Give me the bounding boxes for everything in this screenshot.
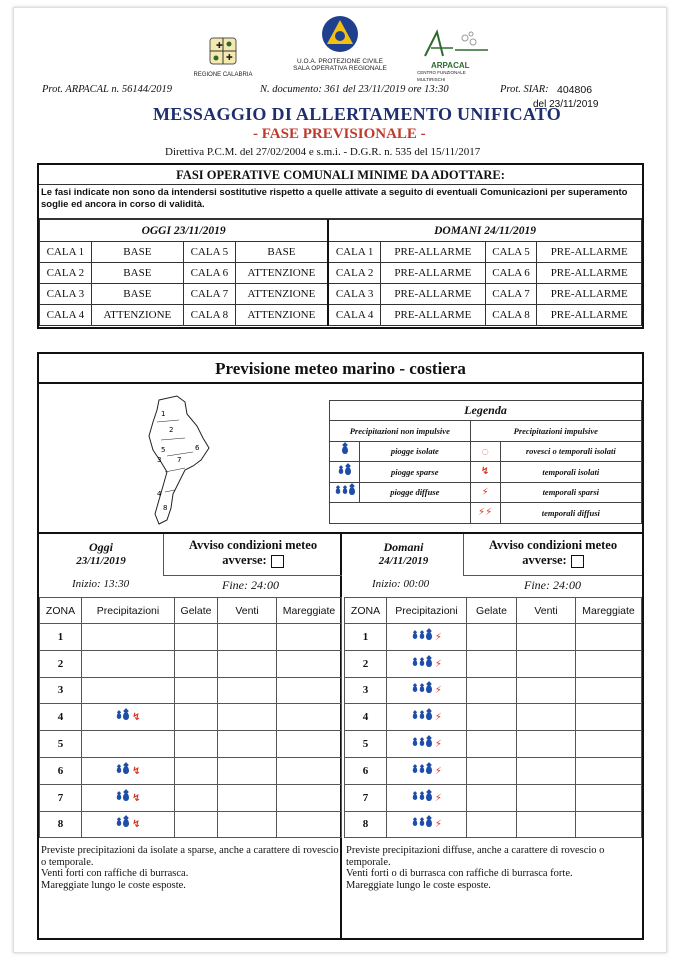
oggi-zone-row [40, 811, 342, 838]
domani-col-precipitazioni: Precipitazioni [387, 598, 467, 624]
legend-table [329, 400, 642, 524]
oggi-precip-none-icon [82, 650, 175, 677]
prot-arpacal: Prot. ARPACAL n. 56144/2019 [42, 84, 172, 95]
fasi-row [40, 284, 642, 305]
domani-zone-row [345, 650, 642, 677]
domani-zone-number: 1 [345, 624, 387, 651]
cala-phase: PRE-ALLARME [381, 284, 486, 305]
svg-text:✚: ✚ [216, 41, 223, 50]
legend-scattered-rain-icon [330, 462, 360, 483]
map-zone-1: 1 [161, 410, 166, 418]
document-title: MESSAGGIO DI ALLERTAMENTO UNIFICATO [153, 104, 562, 124]
domani-gelate-cell [467, 650, 517, 677]
oggi-zone-number: 1 [40, 624, 82, 651]
protezione-civile-caption-2: SALA OPERATIVA REGIONALE [293, 65, 387, 72]
oggi-note-mareggiate: Mareggiate lungo le coste esposte. [41, 879, 186, 891]
prot-siar-number: 404806 [557, 84, 593, 96]
domani-zone-row [345, 757, 642, 784]
oggi-venti-cell [218, 757, 277, 784]
fasi-row [40, 305, 642, 326]
domani-zone-number: 7 [345, 784, 387, 811]
cala-phase: PRE-ALLARME [381, 242, 486, 263]
domani-venti-cell [517, 811, 576, 838]
domani-precip-diffuse-icon: ⚡ [387, 757, 467, 784]
legend-col-1: Precipitazioni non impulsive [330, 421, 471, 442]
arpacal-emblem-icon [413, 28, 493, 58]
domani-date: 24/11/2019 [378, 555, 429, 567]
domani-zone-row [345, 677, 642, 704]
oggi-mareggiate-cell [277, 811, 342, 838]
oggi-avviso-checkbox[interactable] [271, 555, 284, 568]
cala-zone: CALA 2 [40, 263, 92, 284]
oggi-precip-sparse-icon: ↯ [82, 704, 175, 731]
domani-header: DOMANI 24/11/2019 [328, 220, 641, 242]
cala-phase: BASE [235, 242, 328, 263]
arpacal-caption: CENTRO FUNZIONALE MULTIRISCHI [417, 70, 466, 82]
protezione-civile-caption-1: U.O.A. PROTEZIONE CIVILE [297, 58, 383, 65]
oggi-avviso-label: Avviso condizioni meteo avverse: [188, 538, 318, 567]
cala-zone: CALA 6 [485, 263, 537, 284]
domani-venti-cell [517, 677, 576, 704]
domani-col-venti: Venti [517, 598, 576, 624]
legend-diffuse-storms: temporali diffusi [500, 503, 641, 524]
oggi-gelate-cell [175, 704, 218, 731]
fasi-table [39, 219, 642, 326]
cala-phase: PRE-ALLARME [537, 284, 642, 305]
domani-zone-row [345, 811, 642, 838]
directive-reference: Direttiva P.C.M. del 27/02/2004 e s.m.i. - D.G.R. n. 535 del 15/11/2017 [165, 146, 481, 158]
domani-label: Domani [383, 540, 424, 554]
map-zone-6: 6 [195, 444, 200, 452]
oggi-zone-row [40, 731, 342, 758]
legend-isolated-rain: piogge isolate [360, 441, 471, 462]
oggi-precip-none-icon [82, 624, 175, 651]
arpacal-name: ARPACAL [431, 61, 470, 70]
oggi-mareggiate-cell [277, 677, 342, 704]
cala-phase: PRE-ALLARME [537, 263, 642, 284]
oggi-zone-number: 3 [40, 677, 82, 704]
oggi-precip-sparse-icon: ↯ [82, 784, 175, 811]
domani-zone-number: 3 [345, 677, 387, 704]
fasi-note: Le fasi indicate non sono da intendersi sostitutive rispetto a quelle attivate a seguito di eventuali Comunicazioni per superamento soglie ed ancora in corso di validità. [39, 185, 642, 219]
oggi-mareggiate-cell [277, 704, 342, 731]
domani-venti-cell [517, 650, 576, 677]
domani-venti-cell [517, 757, 576, 784]
oggi-zone-row [40, 650, 342, 677]
oggi-mareggiate-cell [277, 784, 342, 811]
domani-mareggiate-cell [576, 624, 642, 651]
oggi-venti-cell [218, 784, 277, 811]
oggi-venti-cell [218, 704, 277, 731]
legend-isolated-storms-icon: ↯ [470, 462, 500, 483]
fasi-operative-box [37, 163, 644, 329]
domani-gelate-cell [467, 704, 517, 731]
domani-zone-row [345, 704, 642, 731]
domani-note-venti: Venti forti o di burrasca con raffiche di burrasca forte. [346, 868, 573, 879]
oggi-zone-number: 2 [40, 650, 82, 677]
oggi-precip-sparse-icon: ↯ [82, 757, 175, 784]
domani-zone-row [345, 784, 642, 811]
oggi-note-precip: Previste precipitazioni da isolate a sparse, anche a carattere di rovescio o temporale. [41, 845, 339, 868]
domani-zone-table [344, 597, 642, 838]
domani-avviso-checkbox[interactable] [571, 555, 584, 568]
domani-fine: Fine: 24:00 [524, 578, 581, 592]
protezione-civile-logo [290, 14, 390, 76]
oggi-header: OGGI 23/11/2019 [40, 220, 329, 242]
cala-zone: CALA 2 [328, 263, 380, 284]
domani-col-mareggiate: Mareggiate [576, 598, 642, 624]
legend-scattered-rain: piogge sparse [360, 462, 471, 483]
cala-phase: ATTENZIONE [91, 305, 183, 326]
cala-zone: CALA 4 [328, 305, 380, 326]
cala-phase: BASE [91, 284, 183, 305]
oggi-venti-cell [218, 624, 277, 651]
oggi-zone-number: 8 [40, 811, 82, 838]
calabria-zone-map [139, 392, 219, 532]
oggi-zone-number: 5 [40, 731, 82, 758]
domani-gelate-cell [467, 757, 517, 784]
cala-zone: CALA 5 [485, 242, 537, 263]
regione-calabria-caption: REGIONE CALABRIA [193, 72, 253, 78]
domani-note-precip: Previste precipitazioni diffuse, anche a carattere di rovescio o temporale. [346, 845, 605, 868]
domani-inizio: Inizio: 00:00 [372, 578, 430, 590]
oggi-avviso [164, 534, 342, 576]
legend-diffuse-rain-icon [330, 482, 360, 503]
domani-panel [344, 534, 642, 938]
legend-title: Legenda [330, 401, 642, 421]
documento-number: N. documento: 361 del 23/11/2019 ore 13:30 [260, 84, 449, 95]
oggi-fine: Fine: 24:00 [222, 578, 279, 592]
oggi-mareggiate-cell [277, 650, 342, 677]
domani-gelate-cell [467, 784, 517, 811]
domani-gelate-cell [467, 731, 517, 758]
oggi-zone-number: 7 [40, 784, 82, 811]
prot-siar-label: Prot. SIAR: [500, 84, 549, 95]
domani-venti-cell [517, 624, 576, 651]
oggi-zone-table [39, 597, 342, 838]
oggi-zone-number: 4 [40, 704, 82, 731]
domani-mareggiate-cell [576, 650, 642, 677]
domani-date-block [344, 534, 464, 576]
legend-scattered-storms-icon: ⚡ [470, 482, 500, 503]
cala-zone: CALA 3 [40, 284, 92, 305]
domani-mareggiate-cell [576, 704, 642, 731]
domani-venti-cell [517, 731, 576, 758]
domani-gelate-cell [467, 811, 517, 838]
oggi-venti-cell [218, 811, 277, 838]
oggi-col-gelate: Gelate [175, 598, 218, 624]
domani-venti-cell [517, 704, 576, 731]
domani-precip-diffuse-icon: ⚡ [387, 624, 467, 651]
domani-mareggiate-cell [576, 811, 642, 838]
oggi-date: 23/11/2019 [76, 555, 126, 567]
domani-note-mareggiate: Mareggiate lungo le coste esposte. [346, 879, 491, 891]
meteo-box [37, 352, 644, 940]
oggi-gelate-cell [175, 677, 218, 704]
oggi-col-precipitazioni: Precipitazioni [82, 598, 175, 624]
cala-phase: PRE-ALLARME [537, 305, 642, 326]
legend-scattered-storms: temporali sparsi [500, 482, 641, 503]
map-zone-8: 8 [163, 504, 168, 512]
oggi-mareggiate-cell [277, 731, 342, 758]
protezione-civile-emblem-icon [290, 14, 390, 54]
legend-diffuse-storms-icon: ⚡⚡ [470, 503, 500, 524]
oggi-precip-sparse-icon: ↯ [82, 811, 175, 838]
cala-phase: PRE-ALLARME [537, 242, 642, 263]
domani-zone-number: 4 [345, 704, 387, 731]
domani-zone-number: 2 [345, 650, 387, 677]
domani-col-gelate: Gelate [467, 598, 517, 624]
cala-phase: PRE-ALLARME [381, 305, 486, 326]
domani-zone-number: 5 [345, 731, 387, 758]
oggi-label: Oggi [89, 540, 113, 554]
oggi-col-venti: Venti [218, 598, 277, 624]
cala-zone: CALA 3 [328, 284, 380, 305]
domani-mareggiate-cell [576, 731, 642, 758]
domani-avviso [464, 534, 642, 576]
oggi-zone-row [40, 784, 342, 811]
document-subtitle: - FASE PREVISIONALE - [253, 126, 426, 142]
domani-mareggiate-cell [576, 677, 642, 704]
legend-diffuse-rain: piogge diffuse [360, 482, 471, 503]
oggi-note-venti: Venti forti con raffiche di burrasca. [41, 868, 189, 879]
map-zone-7: 7 [177, 456, 182, 464]
oggi-zone-number: 6 [40, 757, 82, 784]
domani-precip-diffuse-icon: ⚡ [387, 650, 467, 677]
fasi-title: FASI OPERATIVE COMUNALI MINIME DA ADOTTARE: [39, 165, 642, 185]
oggi-date-block [39, 534, 164, 576]
domani-notes [346, 845, 642, 891]
cala-phase: ATTENZIONE [235, 305, 328, 326]
cala-phase: ATTENZIONE [235, 284, 328, 305]
oggi-col-mareggiate: Mareggiate [277, 598, 342, 624]
oggi-precip-none-icon [82, 677, 175, 704]
oggi-zone-row [40, 704, 342, 731]
legend-isolated-showers: rovesci o temporali isolati [500, 441, 641, 462]
domani-venti-cell [517, 784, 576, 811]
oggi-notes [41, 845, 341, 891]
arpacal-logo [413, 28, 493, 82]
fasi-row [40, 263, 642, 284]
map-zone-4: 4 [157, 490, 162, 498]
domani-mareggiate-cell [576, 757, 642, 784]
legend-empty [330, 503, 471, 524]
map-zone-2: 2 [169, 426, 174, 434]
legend-col-2: Precipitazioni impulsive [470, 421, 641, 442]
domani-zone-row [345, 624, 642, 651]
cala-zone: CALA 4 [40, 305, 92, 326]
domani-gelate-cell [467, 677, 517, 704]
regione-calabria-emblem-icon [188, 32, 258, 68]
oggi-gelate-cell [175, 650, 218, 677]
oggi-gelate-cell [175, 624, 218, 651]
oggi-mareggiate-cell [277, 624, 342, 651]
domani-zone-number: 8 [345, 811, 387, 838]
domani-zone-number: 6 [345, 757, 387, 784]
cala-zone: CALA 5 [184, 242, 236, 263]
oggi-venti-cell [218, 731, 277, 758]
domani-gelate-cell [467, 624, 517, 651]
cala-zone: CALA 7 [485, 284, 537, 305]
oggi-gelate-cell [175, 784, 218, 811]
domani-zone-row [345, 731, 642, 758]
svg-text:✚: ✚ [226, 53, 233, 62]
cala-zone: CALA 6 [184, 263, 236, 284]
regione-calabria-logo [188, 32, 258, 77]
oggi-precip-none-icon [82, 731, 175, 758]
calabria-map-icon [139, 392, 219, 532]
oggi-venti-cell [218, 677, 277, 704]
domani-avviso-label: Avviso condizioni meteo avverse: [488, 538, 618, 567]
domani-precip-diffuse-icon: ⚡ [387, 677, 467, 704]
domani-precip-diffuse-icon: ⚡ [387, 811, 467, 838]
oggi-venti-cell [218, 650, 277, 677]
oggi-inizio: Inizio: 13:30 [72, 578, 130, 590]
cala-phase: BASE [91, 263, 183, 284]
legend-isolated-storms: temporali isolati [500, 462, 641, 483]
domani-precip-diffuse-icon: ⚡ [387, 731, 467, 758]
cala-phase: PRE-ALLARME [381, 263, 486, 284]
cala-phase: BASE [91, 242, 183, 263]
oggi-gelate-cell [175, 811, 218, 838]
cala-zone: CALA 8 [184, 305, 236, 326]
domani-col-zona: ZONA [345, 598, 387, 624]
domani-precip-diffuse-icon: ⚡ [387, 784, 467, 811]
oggi-zone-row [40, 677, 342, 704]
oggi-panel [39, 534, 342, 938]
oggi-gelate-cell [175, 757, 218, 784]
cala-phase: ATTENZIONE [235, 263, 328, 284]
oggi-zone-row [40, 757, 342, 784]
legend-isolated-showers-icon: ◌ [470, 441, 500, 462]
meteo-title: Previsione meteo marino - costiera [39, 354, 642, 384]
oggi-col-zona: ZONA [40, 598, 82, 624]
cala-zone: CALA 7 [184, 284, 236, 305]
cala-zone: CALA 8 [485, 305, 537, 326]
domani-mareggiate-cell [576, 784, 642, 811]
oggi-zone-row [40, 624, 342, 651]
oggi-gelate-cell [175, 731, 218, 758]
cala-zone: CALA 1 [328, 242, 380, 263]
map-zone-3: 3 [157, 456, 162, 464]
prot-siar-date: del 23/11/2019 [533, 99, 599, 110]
legend-isolated-rain-icon [330, 441, 360, 462]
fasi-row [40, 242, 642, 263]
domani-precip-diffuse-icon: ⚡ [387, 704, 467, 731]
map-zone-5: 5 [161, 446, 166, 454]
cala-zone: CALA 1 [40, 242, 92, 263]
oggi-mareggiate-cell [277, 757, 342, 784]
